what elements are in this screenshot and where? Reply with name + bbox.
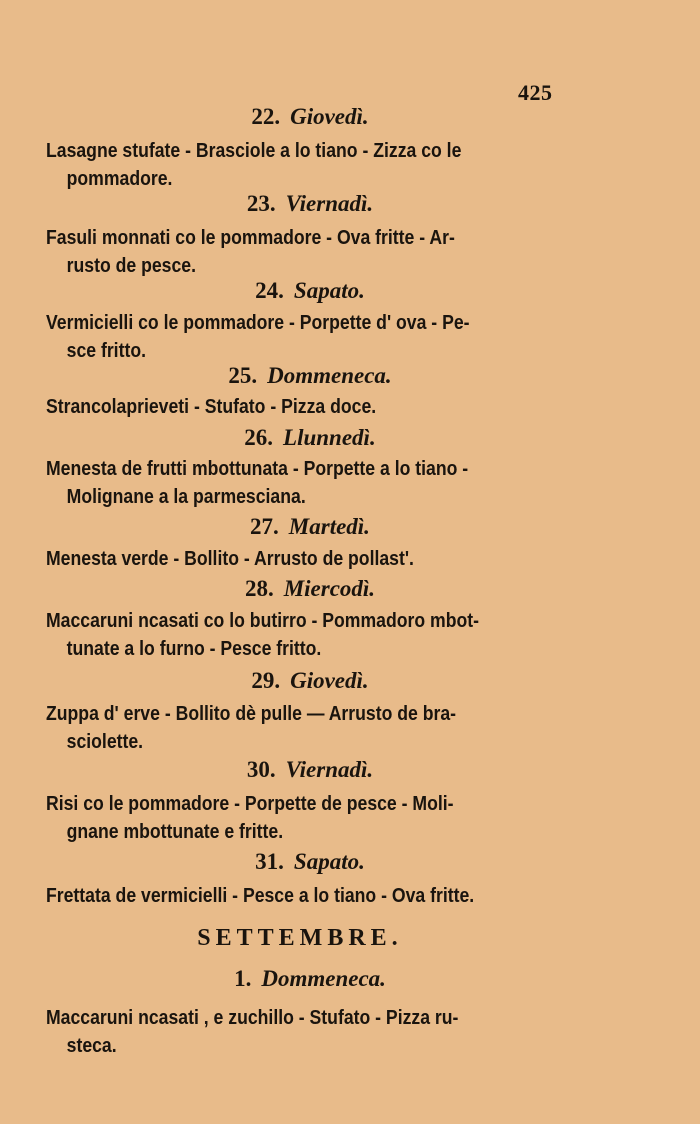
- day-heading: [0, 425, 620, 451]
- menu-entry: [46, 455, 586, 511]
- day-number: 24.: [255, 278, 284, 303]
- menu-line: sce fritto.: [66, 339, 147, 362]
- day-number: 25.: [228, 363, 258, 388]
- page-number: 425: [518, 80, 553, 105]
- menu-entry: [46, 137, 586, 193]
- menu-line: Zuppa d' erve - Bollito dè pulle — Arrusto de bra-: [46, 702, 457, 725]
- day-number: 23.: [246, 191, 276, 216]
- day-number: 31.: [255, 849, 284, 874]
- day-heading: [0, 191, 620, 217]
- day-heading: [0, 757, 620, 783]
- day-name: Giovedì.: [290, 104, 369, 129]
- menu-entry: [46, 700, 586, 756]
- menu-line: Strancolaprieveti - Stufato - Pizza doce.: [46, 395, 377, 418]
- day-name: Sapato.: [293, 278, 365, 303]
- day-name: Dommeneca.: [261, 966, 386, 991]
- day-heading: [0, 363, 620, 389]
- menu-line: steca.: [66, 1034, 117, 1057]
- day-name: Llunnedì.: [283, 425, 376, 450]
- day-number: 30.: [246, 757, 276, 782]
- menu-line: tunate a lo furno - Pesce fritto.: [66, 637, 322, 660]
- day-name: Sapato.: [293, 849, 365, 874]
- menu-line: Maccaruni ncasati , e zuchillo - Stufato - Pizza ru-: [46, 1006, 459, 1029]
- menu-entry: [46, 224, 586, 280]
- menu-line: Risi co le pommadore - Porpette de pesce - Moli-: [46, 792, 454, 815]
- day-name: Dommeneca.: [267, 363, 392, 388]
- day-heading: [0, 849, 620, 875]
- day-name: Miercodì.: [283, 576, 376, 601]
- menu-line: Lasagne stufate - Brasciole a lo tiano - Zizza co le: [46, 139, 462, 162]
- menu-entry: [46, 607, 586, 663]
- day-number: 29.: [251, 668, 281, 693]
- menu-line: rusto de pesce.: [66, 254, 196, 277]
- menu-entry: [46, 545, 586, 573]
- menu-line: Menesta verde - Bollito - Arrusto de pollast'.: [46, 547, 414, 570]
- menu-entry: [46, 1004, 586, 1060]
- day-heading: [0, 514, 620, 540]
- menu-line: pommadore.: [66, 167, 173, 190]
- menu-line: Menesta de frutti mbottunata - Porpette a lo tiano -: [46, 457, 469, 480]
- day-name: Viernadì.: [285, 191, 374, 216]
- menu-line: Fasuli monnati co le pommadore - Ova fritte - Ar-: [46, 226, 455, 249]
- day-number: 27.: [250, 514, 279, 539]
- menu-line: Frettata de vermicielli - Pesce a lo tiano - Ova fritte.: [46, 884, 475, 907]
- menu-entry: [46, 790, 586, 846]
- menu-entry: [46, 393, 586, 421]
- day-number: 28.: [244, 576, 274, 601]
- day-number: 26.: [244, 425, 274, 450]
- day-heading: [0, 576, 620, 602]
- day-heading: [0, 278, 620, 304]
- menu-entry: [46, 882, 586, 910]
- day-number: 1.: [234, 966, 252, 991]
- month-heading: SETTEMBRE.: [197, 925, 403, 951]
- day-name: Martedì.: [288, 514, 370, 539]
- day-name: Giovedì.: [290, 668, 369, 693]
- menu-entry: [46, 309, 586, 365]
- day-heading: [0, 668, 620, 694]
- day-number: 22.: [251, 104, 281, 129]
- menu-line: gnane mbottunate e fritte.: [66, 820, 284, 843]
- menu-line: Maccaruni ncasati co lo butirro - Pommadoro mbot-: [46, 609, 479, 632]
- day-heading: [0, 104, 620, 130]
- day-heading: [0, 966, 620, 992]
- menu-line: Vermicielli co le pommadore - Porpette d' ova - Pe-: [46, 311, 470, 334]
- day-name: Viernadì.: [285, 757, 374, 782]
- menu-line: Molignane a la parmesciana.: [66, 485, 306, 508]
- menu-line: sciolette.: [66, 730, 144, 753]
